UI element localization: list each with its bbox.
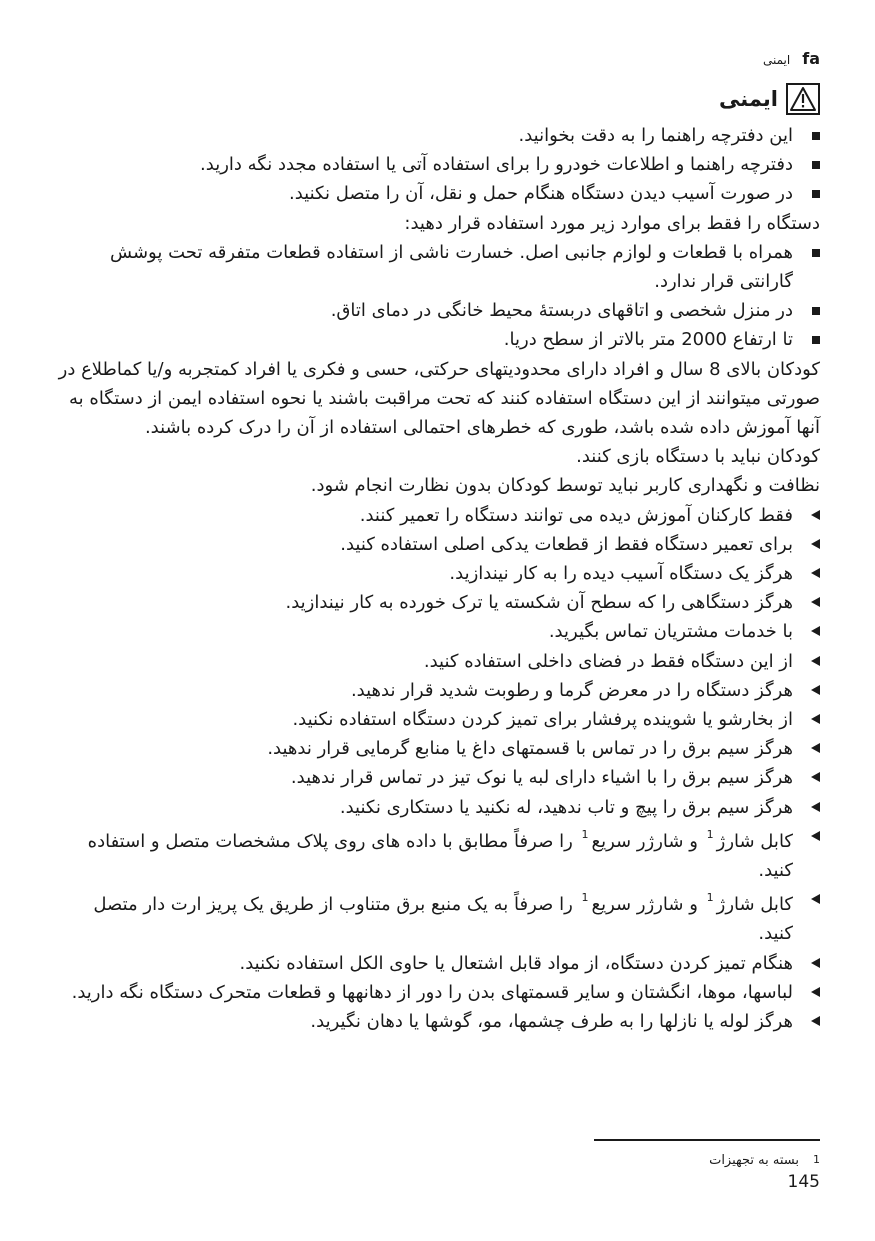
- footnote-text: بسته به تجهیزات: [709, 1153, 799, 1168]
- triangle-bullet-icon: [793, 676, 820, 695]
- text-segment: و شارژر سریع: [591, 894, 698, 916]
- triangle-bullet-icon: [793, 559, 820, 578]
- list-item-text: هنگام تمیز کردن دستگاه، از مواد قابل اشتعال یا حاوی الکل استفاده نکنید.: [239, 952, 793, 974]
- footnote-ref: 1: [581, 827, 589, 841]
- list-item-text: تا ارتفاع 2000 متر بالاتر از سطح دریا.: [503, 329, 793, 351]
- triangle-bullet-icon: [793, 705, 820, 724]
- triangle-bullet-icon: [793, 734, 820, 753]
- text-segment: را صرفاً مطابق با داده های روی پلاک مشخصات متصل و استفاده کنید.: [87, 830, 793, 882]
- footnote-number: 1: [813, 1153, 820, 1166]
- square-bullet-icon: [793, 325, 820, 344]
- safety-instructions: [58, 121, 820, 1036]
- list-item: [58, 705, 820, 734]
- text-segment: را صرفاً به یک منبع برق متناوب از طریق یک پریز ارت دار متصل کنید.: [93, 894, 793, 945]
- list-item: [58, 296, 820, 325]
- page-number: 145: [787, 1172, 820, 1192]
- paragraph: کودکان نباید با دستگاه بازی کنند.: [576, 446, 820, 468]
- triangle-bullet-icon: [793, 822, 820, 841]
- page-title: ایمنی: [719, 87, 778, 111]
- list-item-text: در منزل شخصی و اتاقهای دربستهٔ محیط خانگی در دمای اتاق.: [330, 300, 793, 322]
- footnote: [709, 1153, 820, 1168]
- list-item-text: از بخارشو یا شوینده پرفشار برای تمیز کردن دستگاه استفاده نکنید.: [292, 709, 793, 731]
- list-item-text: هرگز سیم برق را با اشیاء دارای لبه یا نوک تیز در تماس قرار ندهید.: [290, 767, 793, 789]
- footnote-ref: 1: [706, 891, 714, 905]
- list-item: [58, 978, 820, 1007]
- paragraph: نظافت و نگهداری کاربر نباید توسط کودکان بدون نظارت انجام شود.: [310, 475, 820, 497]
- list-item-text: این دفترچه راهنما را به دقت بخوانید.: [518, 125, 793, 146]
- list-item: [58, 734, 820, 763]
- section-title-row: [719, 83, 820, 115]
- triangle-bullet-icon: [793, 978, 820, 997]
- list-item-text: در صورت آسیب دیدن دستگاه هنگام حمل و نقل، آن را متصل نکنید.: [289, 183, 793, 205]
- triangle-bullet-icon: [793, 1007, 820, 1026]
- triangle-bullet-icon: [793, 501, 820, 520]
- list-item: [58, 559, 820, 588]
- list-item-text: فقط کارکنان آموزش دیده می توانند دستگاه را تعمیر کنند.: [359, 504, 793, 526]
- text-segment: کابل شارژ: [716, 894, 793, 916]
- list-item-text: [58, 885, 793, 948]
- list-item: [58, 885, 820, 948]
- list-item: [58, 793, 820, 822]
- list-item: [58, 763, 820, 792]
- list-item: [58, 530, 820, 559]
- header-section-name: ایمنی: [763, 53, 791, 67]
- list-item-text: هرگز سیم برق را پیچ و تاب ندهید، له نکنید یا دستکاری نکنید.: [339, 796, 793, 818]
- list-item-text: هرگز سیم برق را در تماس با قسمتهای داغ یا منابع گرمایی قرار ندهید.: [267, 738, 793, 760]
- list-item: [58, 617, 820, 646]
- triangle-bullet-icon: [793, 763, 820, 782]
- list-item: [58, 325, 820, 354]
- footnote-ref: 1: [581, 891, 589, 905]
- list-item-text: دفترچه راهنما و اطلاعات خودرو را برای استفاده آتی یا استفاده مجدد نگه دارید.: [200, 154, 793, 176]
- square-bullet-icon: [793, 296, 820, 315]
- triangle-bullet-icon: [793, 885, 820, 904]
- footnote-ref: 1: [706, 827, 714, 841]
- triangle-bullet-icon: [793, 530, 820, 549]
- list-item: [58, 121, 820, 150]
- list-item-text: با خدمات مشتریان تماس بگیرید.: [548, 621, 793, 643]
- list-item: [58, 150, 820, 179]
- list-item-text: هرگز یک دستگاه آسیب دیده را به کار نیندازید.: [449, 563, 793, 585]
- footnote-divider: [594, 1139, 820, 1141]
- triangle-bullet-icon: [793, 647, 820, 666]
- list-item: [58, 676, 820, 705]
- triangle-bullet-icon: [793, 588, 820, 607]
- list-item-text: از این دستگاه فقط در فضای داخلی استفاده کنید.: [423, 650, 793, 672]
- list-item-text: همراه با قطعات و لوازم جانبی اصل. خسارت ناشی از استفاده قطعات متفرقه تحت پوشش گارانتی قرار ندارد.: [110, 241, 793, 293]
- list-item-text: [58, 822, 793, 885]
- square-bullet-icon: [793, 179, 820, 198]
- list-item: [58, 949, 820, 978]
- list-item-text: برای تعمیر دستگاه فقط از قطعات یدکی اصلی استفاده کنید.: [340, 533, 793, 555]
- text-segment: و شارژر سریع: [591, 830, 698, 852]
- triangle-bullet-icon: [793, 793, 820, 812]
- square-bullet-icon: [793, 150, 820, 169]
- list-item-text: هرگز دستگاهی را که سطح آن شکسته یا ترک خورده به کار نیندازید.: [285, 592, 793, 614]
- square-bullet-icon: [793, 238, 820, 257]
- warning-triangle-icon: [786, 83, 820, 115]
- list-item: [58, 501, 820, 530]
- list-item: [58, 588, 820, 617]
- paragraph: دستگاه را فقط برای موارد زیر مورد استفاده قرار دهید:: [404, 212, 820, 234]
- language-code: fa: [802, 49, 820, 68]
- list-item: [58, 238, 820, 296]
- triangle-bullet-icon: [793, 949, 820, 968]
- list-item: [58, 822, 820, 885]
- paragraph: کودکان بالای 8 سال و افراد دارای محدودیتهای حرکتی، حسی و فکری یا افراد کمتجربه و/یا کماطلاع در صورتی میتوانند از این دستگاه استفاده کنند که تحت مراقبت باشند یا نحوه استفاده ایمن از دستگاه به آنها آموزش داده شده باشد، طوری که خطرهای احتمالی استفاده از آن را درک کرده باشند.: [58, 358, 820, 439]
- triangle-bullet-icon: [793, 617, 820, 636]
- page-header: [763, 49, 820, 68]
- list-item-text: هرگز دستگاه را در معرض گرما و رطوبت شدید قرار ندهید.: [350, 679, 793, 701]
- list-item: [58, 647, 820, 676]
- list-item-text: هرگز لوله یا نازلها را به طرف چشمها، مو، گوشها یا دهان نگیرید.: [310, 1011, 793, 1033]
- square-bullet-icon: [793, 121, 820, 140]
- list-item: [58, 1007, 820, 1036]
- list-item: [58, 179, 820, 208]
- text-segment: کابل شارژ: [716, 830, 793, 852]
- list-item-text: لباسها، موها، انگشتان و سایر قسمتهای بدن را دور از دهانهها و قطعات متحرک دستگاه نگه دارید.: [71, 981, 793, 1003]
